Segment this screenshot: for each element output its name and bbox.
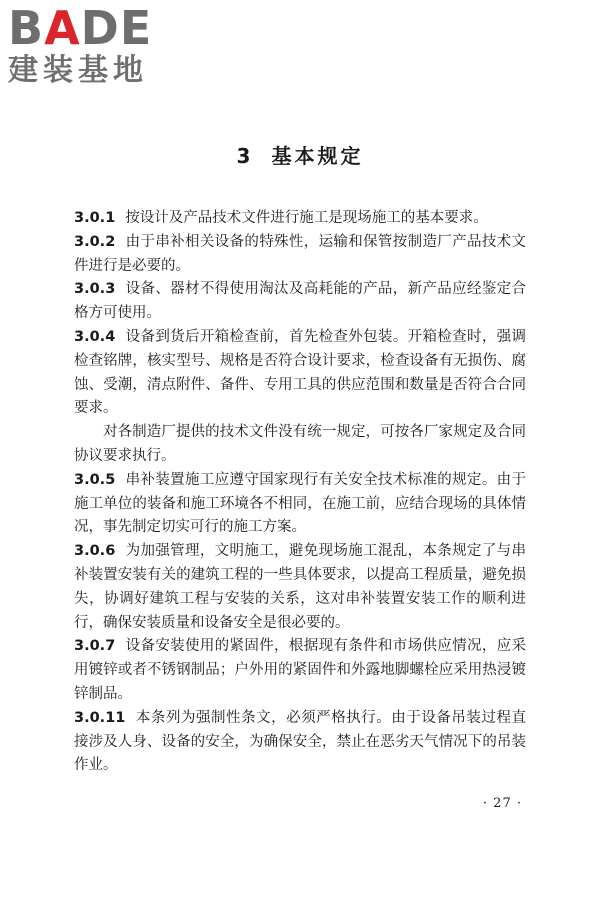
paragraph-text: 对各制造厂提供的技术文件没有统一规定，可按各厂家规定及合同协议要求执行。: [74, 424, 526, 464]
clause-number: 3.0.6: [74, 543, 116, 560]
paragraph-3-0-3: [74, 278, 526, 326]
paragraph-3-0-7: [74, 635, 526, 706]
logo-letter-a-accent: A: [44, 1, 81, 55]
paragraph-text: 按设计及产品技术文件进行施工是现场施工的基本要求。: [125, 210, 488, 226]
page-number: · 27 ·: [482, 796, 522, 811]
logo-subtitle: 建装基地: [8, 53, 148, 88]
paragraph-3-0-11: [74, 707, 526, 778]
clause-number: 3.0.5: [74, 471, 116, 488]
clause-number: 3.0.11: [74, 709, 126, 726]
paragraph-text: 由于串补相关设备的特殊性，运输和保管按制造厂产品技术文件进行是必要的。: [74, 233, 526, 274]
paragraph-3-0-1: [74, 207, 526, 231]
paragraph-text: 串补装置施工应遵守国家现行有关安全技术标准的规定。由于施工单位的装备和施工环境各不相同，在施工前，应结合现场的具体情况，事先制定切实可行的施工方案。: [74, 471, 526, 536]
section-number: 3: [236, 144, 254, 168]
paragraph-text: 本条列为强制性条文，必须严格执行。由于设备吊装过程直接涉及人身、设备的安全，为确保安全，禁止在恶劣天气情况下的吊装作业。: [74, 709, 526, 774]
paragraph-3-0-4-continued: [74, 421, 526, 469]
document-body: [74, 207, 526, 778]
clause-number: 3.0.2: [74, 233, 116, 250]
clause-number: 3.0.1: [74, 210, 116, 226]
logo-letter-b: B: [8, 1, 45, 55]
section-title-text: 基本规定: [271, 144, 364, 168]
paragraph-3-0-6: [74, 540, 526, 635]
paragraph-text: 设备安装使用的紧固件，根据现有条件和市场供应情况，应采用镀锌或者不锈钢制品；户外用的紧固件和外露地脚螺栓应采用热浸镀锌制品。: [74, 638, 526, 702]
logo-wordmark: [8, 1, 183, 55]
logo-letters-de: DE: [80, 1, 153, 55]
paragraph-text: 设备、器材不得使用淘汰及高耗能的产品，新产品应经鉴定合格方可使用。: [74, 281, 526, 322]
bade-logo: [8, 1, 183, 90]
clause-number: 3.0.4: [74, 328, 116, 345]
clause-number: 3.0.3: [74, 281, 116, 298]
paragraph-text: 为加强管理，文明施工，避免现场施工混乱，本条规定了与串补装置安装有关的建筑工程的一些具体要求，以提高工程质量，避免损失，协调好建筑工程与安装的关系，这对串补装置安装工作的顺利进行，确保安装质量和设备安全是很必要的。: [74, 543, 526, 631]
section-title: [0, 140, 600, 169]
clause-number: 3.0.7: [74, 638, 116, 655]
paragraph-3-0-5: [74, 469, 526, 540]
paragraph-3-0-2: [74, 231, 526, 279]
paragraph-3-0-4: [74, 326, 526, 421]
paragraph-text: 设备到货后开箱检查前，首先检查外包装。开箱检查时，强调检查铭牌，核实型号、规格是否符合设计要求，检查设备有无损伤、腐蚀、受潮，清点附件、备件、专用工具的供应范围和数量是否符合合同要求。: [74, 328, 526, 417]
